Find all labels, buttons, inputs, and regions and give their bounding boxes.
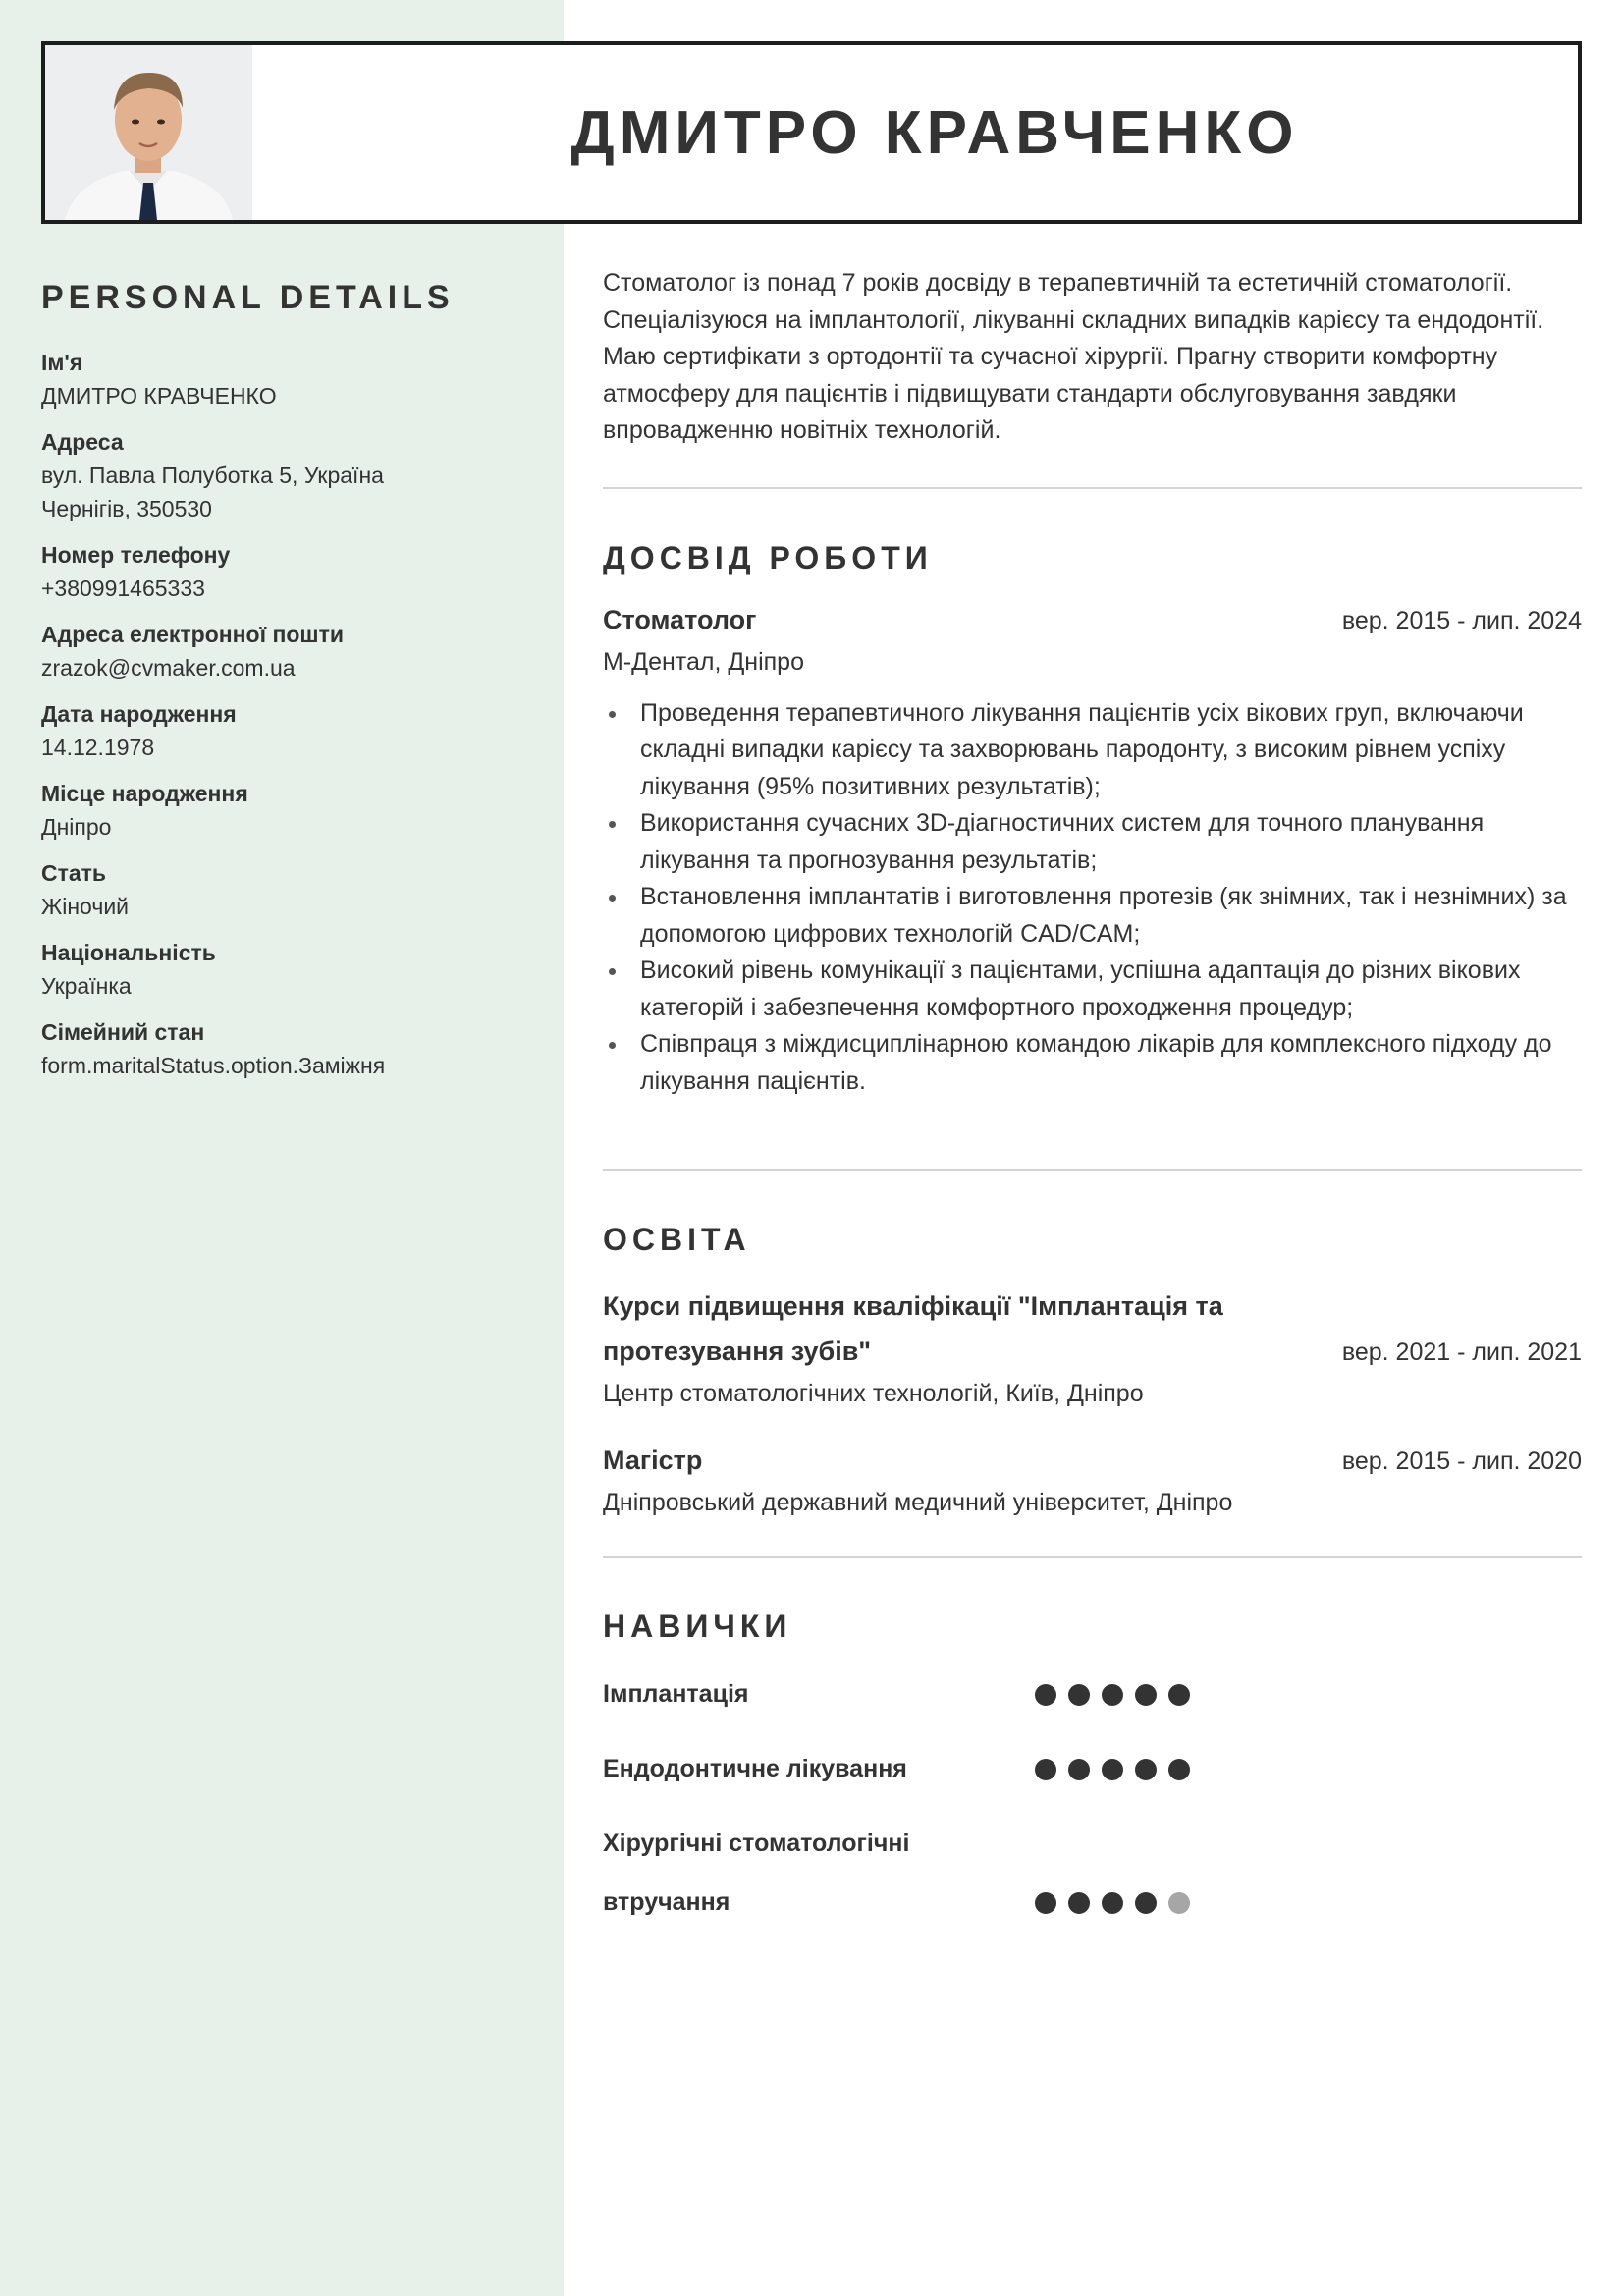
detail-label: Місце народження	[41, 781, 248, 806]
rating-dot-filled	[1102, 1684, 1123, 1706]
detail-address	[41, 425, 532, 525]
detail-value: вул. Павла Полуботка 5, Україна	[41, 463, 384, 488]
education-entry	[603, 1284, 1582, 1413]
skill-name: Імплантація	[603, 1680, 749, 1708]
detail-value: form.maritalStatus.option.Заміжня	[41, 1053, 386, 1078]
job-bullet: Використання сучасних 3D-діагностичних систем для точного планування лікування та прогнозування результатів;	[603, 805, 1582, 879]
detail-marital-status	[41, 1015, 532, 1082]
job-bullet: Високий рівень комунікації з пацієнтами, успішна адаптація до різних вікових категорій і забезпечення комфортного проходження процедур;	[603, 953, 1582, 1026]
skill-row	[603, 1814, 1582, 1932]
rating-dot-filled	[1035, 1759, 1056, 1780]
detail-value: ДМИТРО КРАВЧЕНКО	[41, 383, 277, 409]
skill-rating	[1035, 1684, 1190, 1723]
detail-value: 14.12.1978	[41, 735, 155, 760]
main-content	[603, 265, 1582, 1953]
detail-nationality	[41, 936, 532, 1003]
rating-dot-empty	[1168, 1892, 1190, 1914]
header	[41, 41, 1582, 224]
education-dates: вер. 2015 - лип. 2020	[1341, 1448, 1582, 1475]
detail-value: +380991465333	[41, 575, 205, 601]
detail-label: Дата народження	[41, 701, 237, 727]
rating-dot-filled	[1168, 1684, 1190, 1706]
education-place: Центр стоматологічних технологій, Київ, Дніпро	[603, 1380, 1144, 1407]
detail-label: Стать	[41, 860, 107, 886]
profile-summary: Стоматолог із понад 7 років досвіду в терапевтичній та естетичній стоматології. Спеціалізуюся на імплантології, лікуванні складних випадків карієсу та ендодонтії. Маю сертифікати з ортодонтії та сучасної хірургії. Прагну створити комфортну атмосферу для пацієнтів і підвищувати стандарти обслуговування завдяки впровадженню новітніх технологій.	[603, 269, 1544, 444]
rating-dot-filled	[1168, 1759, 1190, 1780]
personal-details-title: PERSONAL DETAILS	[41, 279, 455, 316]
detail-label: Сімейний стан	[41, 1019, 205, 1045]
job-bullet: Встановлення імплантатів і виготовлення протезів (як знімних, так і незнімних) за допомогою цифрових технологій CAD/CAM;	[603, 879, 1582, 953]
section-divider	[603, 1556, 1582, 1558]
education-title-text: Магістр	[603, 1446, 703, 1475]
skills-title: НАВИЧКИ	[603, 1609, 792, 1644]
detail-label: Адреса електронної пошти	[41, 622, 344, 647]
skill-row	[603, 1739, 1582, 1798]
detail-value: Українка	[41, 973, 132, 999]
skill-name: Ендодонтичне лікування	[603, 1755, 907, 1782]
rating-dot-filled	[1102, 1892, 1123, 1914]
detail-birth-date	[41, 697, 532, 764]
skill-name: Хірургічні стоматологічні втручання	[603, 1830, 910, 1916]
rating-dot-filled	[1035, 1684, 1056, 1706]
detail-value: zrazok@cvmaker.com.ua	[41, 655, 296, 681]
detail-value: Жіночий	[41, 894, 130, 919]
education-title-text: Курси підвищення кваліфікації "Імплантація та протезування зубів"	[603, 1291, 1223, 1366]
profile-photo	[45, 45, 252, 220]
skill-row	[603, 1665, 1582, 1723]
education-entry	[603, 1439, 1582, 1522]
detail-phone	[41, 538, 532, 605]
detail-label: Національність	[41, 940, 216, 965]
rating-dot-filled	[1135, 1892, 1157, 1914]
detail-email	[41, 618, 532, 684]
job-position: Стоматолог	[603, 604, 757, 634]
detail-gender	[41, 856, 532, 923]
sidebar	[0, 0, 564, 2296]
detail-label: Адреса	[41, 429, 124, 455]
experience-title: ДОСВІД РОБОТИ	[603, 539, 933, 575]
rating-dot-filled	[1035, 1892, 1056, 1914]
detail-birth-place	[41, 777, 532, 844]
rating-dot-filled	[1102, 1759, 1123, 1780]
education-place: Дніпровський державний медичний університет, Дніпро	[603, 1489, 1233, 1516]
job-company: М-Дентал, Дніпро	[603, 647, 804, 676]
job-bullet: Проведення терапевтичного лікування пацієнтів усіх вікових груп, включаючи складні випадки карієсу та захворювань пародонту, з високим рівнем успіху лікування (95% позитивних результатів);	[603, 695, 1582, 806]
detail-value-line2: Чернігів, 350530	[41, 496, 212, 521]
section-divider	[603, 1169, 1582, 1171]
rating-dot-filled	[1068, 1892, 1090, 1914]
detail-value: Дніпро	[41, 814, 112, 840]
detail-label: Номер телефону	[41, 542, 231, 568]
education-title: ОСВІТА	[603, 1222, 751, 1257]
full-name-title: ДМИТРО КРАВЧЕНКО	[570, 98, 1299, 167]
job-bullets	[603, 695, 1582, 1101]
skill-rating	[1035, 1759, 1190, 1798]
rating-dot-filled	[1068, 1684, 1090, 1706]
skills-list	[603, 1665, 1582, 1932]
section-divider	[603, 487, 1582, 489]
job-bullet: Співпраця з міждисциплінарною командою лікарів для комплексного підходу до лікування пацієнтів.	[603, 1026, 1582, 1100]
job-dates: вер. 2015 - лип. 2024	[1341, 606, 1582, 634]
detail-label: Ім'я	[41, 350, 83, 375]
job-entry	[603, 598, 1582, 1101]
rating-dot-filled	[1135, 1684, 1157, 1706]
personal-details-list	[41, 346, 532, 1095]
skill-rating	[1035, 1892, 1190, 1932]
education-dates: вер. 2021 - лип. 2021	[1341, 1339, 1582, 1366]
detail-name	[41, 346, 532, 412]
rating-dot-filled	[1068, 1759, 1090, 1780]
rating-dot-filled	[1135, 1759, 1157, 1780]
